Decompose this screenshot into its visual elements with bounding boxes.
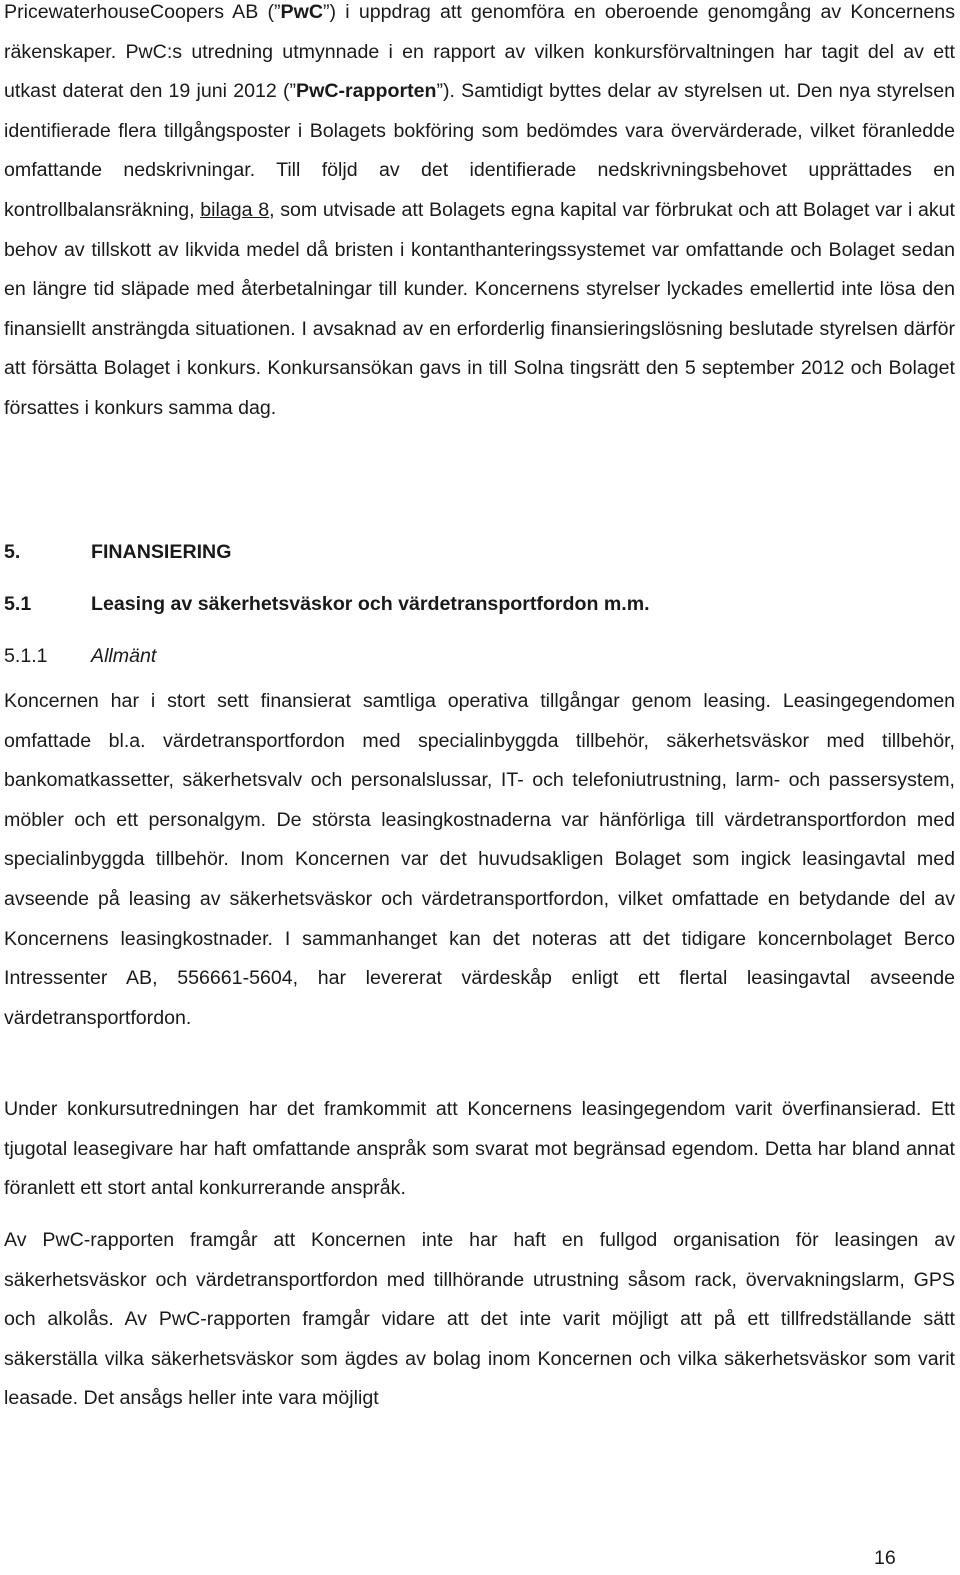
text-span: PricewaterhouseCoopers AB (” — [4, 1, 281, 23]
section-number: 5. — [4, 541, 21, 563]
page-number: 16 — [874, 1547, 896, 1569]
bold-term-pwc-rapporten: PwC-rapporten — [296, 80, 437, 103]
paragraph-background — [4, 0, 955, 429]
subsubsection-heading — [4, 644, 955, 668]
paragraph-organisation: Av PwC-rapporten framgår att Koncernen inte har haft en fullgod organisation för leasingen av säkerhetsväskor och värdetransportfordon med tillhörande utrustning såsom rack, övervakningslarm, GPS och alkolås. Av PwC-rapporten framgår vidare att det inte varit möjligt att på ett tillfredställande sätt säkerställa vilka säkerhetsväskor som ägdes av bolag inom Koncernen och vilka säkerhetsväskor som varit leasade. Det ansågs heller inte vara möjligt — [4, 1229, 955, 1410]
attachment-reference: bilaga 8 — [200, 198, 270, 221]
section-title: FINANSIERING — [91, 541, 232, 563]
text-span: , som utvisade att Bolagets egna kapital var förbrukat och att Bolaget var i akut behov av tillskott av likvida medel då bristen i kontanthanteringssystemet var omfattande och Bolaget sedan en längre tid släpade med återbetalningar till kunder. Koncernens styrelser lyckades emellertid inte lösa den finansiellt ansträngda situationen. I avsaknad av en erforderlig finansieringslösning beslutade styrelsen därför att försätta Bolaget i konkurs. Konkursansökan gavs in till Solna tingsrätt den 5 september 2012 och Bolaget försattes i konkurs samma dag. — [4, 198, 955, 419]
text-span: ”). Samtidigt byttes delar av styrelsen ut. Den nya styrelsen identifierade flera tillgångsposter i Bolagets bokföring som bedömdes vara övervärderade, vilket föranledde omfattande nedskrivningar. Till följd av det identifierade nedskrivningsbehovet upprättades en kontrollbalansräkning, — [4, 80, 955, 221]
bold-term-pwc: PwC — [280, 1, 324, 23]
subsection-title: Leasing av säkerhetsväskor och värdetransportfordon m.m. — [91, 593, 650, 615]
paragraph-leasing-overview: Koncernen har i stort sett finansierat samtliga operativa tillgångar genom leasing. Leasingegendomen omfattade bl.a. värdetransportfordon med specialinbyggda tillbehör, säkerhetsväskor med tillbehör, bankomatkassetter, säkerhetsvalv och personalslussar, IT- och telefoniutrustning, larm- och passersystem, möbler och ett personalgym. De största leasingkostnaderna var hänförliga till värdetransportfordon med specialinbyggda tillbehör. Inom Koncernen var det huvudsakligen Bolaget som ingick leasingavtal med avseende på leasing av säkerhetsväskor och värdetransportfordon, vilket omfattade en betydande del av Koncernens leasingkostnader. I sammanhanget kan det noteras att det tidigare koncernbolaget Berco Intressenter AB, 556661-5604, har levererat värdeskåp enligt ett flertal leasingavtal avseende värdetransportfordon. — [4, 690, 955, 1029]
paragraph-overfinancing: Under konkursutredningen har det framkommit att Koncernens leasingegendom varit överfinansierad. Ett tjugotal leasegivare har haft omfattande anspråk som svarat mot begränsad egendom. Detta har bland annat föranlett ett stort antal konkurrerande anspråk. — [4, 1098, 955, 1200]
section-heading — [4, 540, 955, 564]
subsubsection-title: Allmänt — [91, 645, 157, 667]
text-span: ”) i uppdrag att genomföra en oberoende genomgång av Koncernens räkenskaper. PwC:s utredning utmynnade i en rapport av vilken konkursförvaltningen har tagit del av ett utkast daterat den 19 juni 2012 (” — [4, 1, 955, 103]
subsubsection-number: 5.1.1 — [4, 645, 48, 667]
subsection-number: 5.1 — [4, 593, 32, 615]
subsection-heading — [4, 592, 955, 616]
